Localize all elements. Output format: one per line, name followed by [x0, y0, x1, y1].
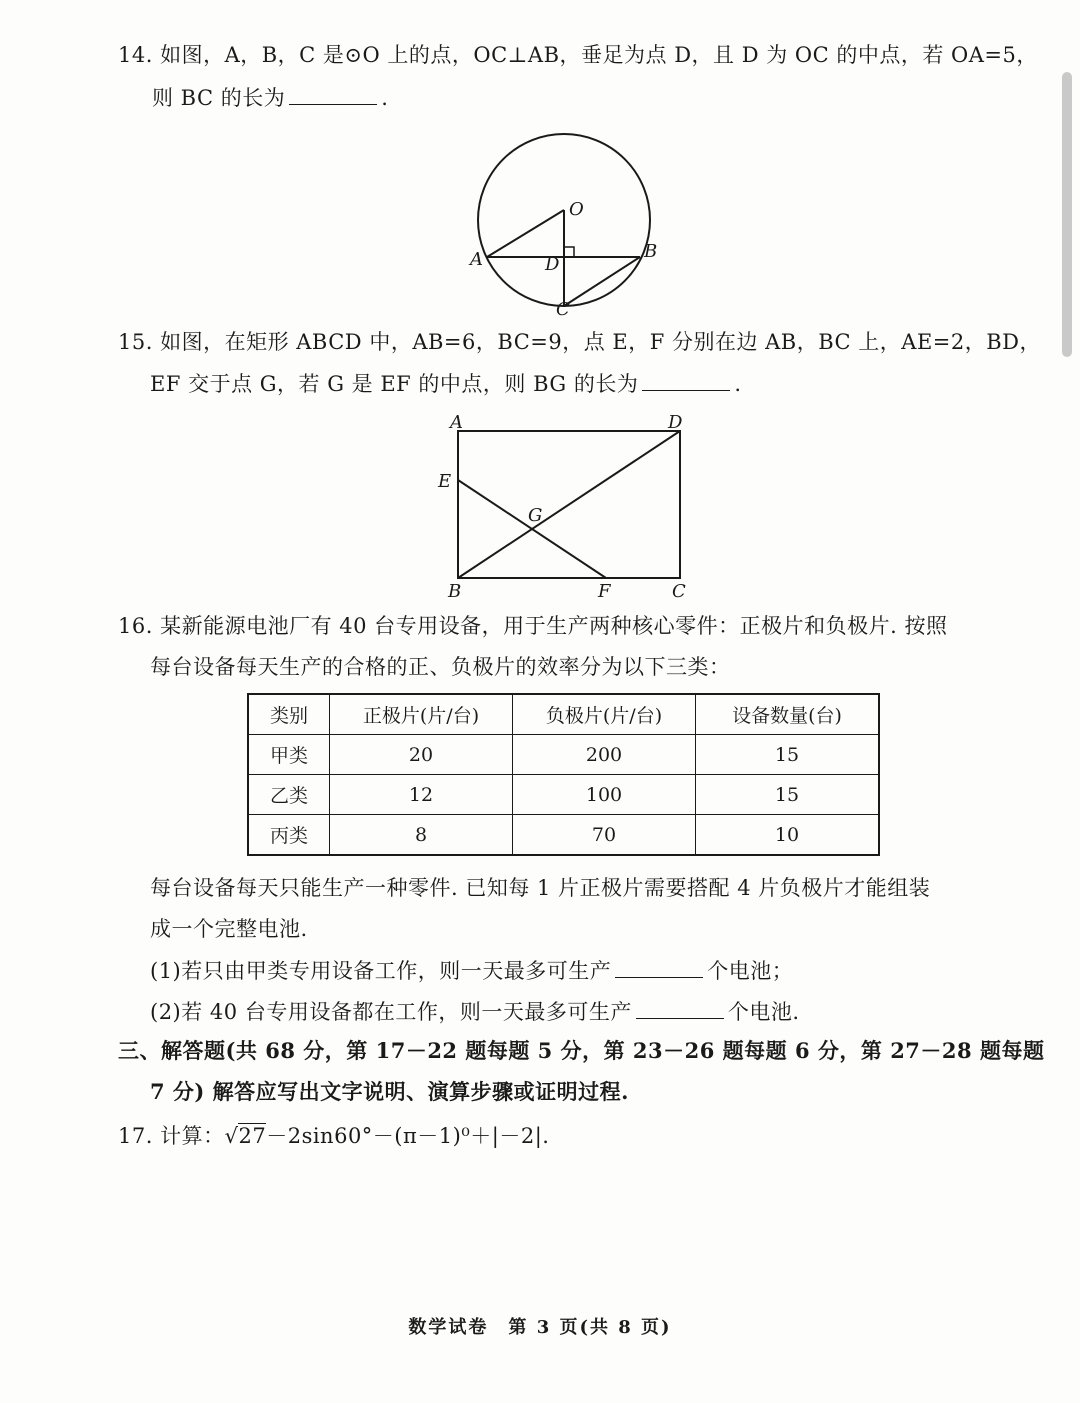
table-cell: 甲类	[248, 735, 330, 775]
label-a: A	[470, 249, 483, 270]
label-g: G	[528, 505, 543, 526]
table-cell: 100	[513, 775, 696, 815]
q17-prefix: 17. 计算：	[118, 1124, 225, 1148]
section3-heading-line1: 三、解答题(共 68 分，第 17－22 题每题 5 分，第 23－26 题每题 6 分，第 27－28 题每题	[118, 1038, 1045, 1063]
table-row	[248, 815, 879, 856]
q16-sub1-answer-blank[interactable]	[615, 955, 703, 978]
sqrt-sign: √	[224, 1124, 239, 1148]
table-row	[248, 735, 879, 775]
page-footer: 数学试卷 第 3 页(共 8 页)	[408, 1317, 672, 1338]
label-b: B	[644, 241, 658, 262]
q16-sub2-answer-blank[interactable]	[636, 996, 724, 1019]
label-d: D	[668, 412, 683, 433]
table-header: 设备数量(台)	[696, 694, 880, 735]
section3-heading-line2: 7 分) 解答应写出文字说明、演算步骤或证明过程.	[150, 1079, 629, 1104]
q15-answer-blank[interactable]	[642, 368, 730, 391]
q16-line2: 每台设备每天生产的合格的正、负极片的效率分为以下三类：	[150, 655, 731, 679]
table-header: 正极片(片/台)	[330, 694, 513, 735]
q16-after-line2: 成一个完整电池.	[150, 917, 308, 941]
q16-sub2	[150, 996, 800, 1027]
label-c: C	[556, 299, 570, 320]
table-cell: 70	[513, 815, 696, 856]
q14-line2	[152, 82, 388, 113]
q16-sub1-suffix: 个电池；	[707, 959, 794, 983]
table-row	[248, 775, 879, 815]
q15-period: .	[734, 372, 742, 396]
label-f: F	[598, 581, 611, 602]
efficiency-table	[247, 693, 880, 856]
table-cell: 乙类	[248, 775, 330, 815]
q15-rectangle-figure	[430, 405, 700, 609]
right-angle-mark	[564, 247, 574, 257]
diagonal-bd	[458, 431, 680, 578]
segment-oa	[487, 210, 564, 257]
table-cell: 15	[696, 775, 880, 815]
table-header-row	[248, 694, 879, 735]
label-e: E	[438, 471, 452, 492]
label-o: O	[569, 199, 584, 220]
table-header: 负极片(片/台)	[513, 694, 696, 735]
q14-circle-figure	[460, 125, 680, 329]
q17-line	[118, 1121, 549, 1151]
table-header: 类别	[248, 694, 330, 735]
q17-radicand: 27	[238, 1124, 267, 1148]
q16-sub2-text: (2)若 40 台专用设备都在工作，则一天最多可生产	[150, 1000, 632, 1024]
q14-answer-blank[interactable]	[289, 82, 377, 105]
scrollbar[interactable]	[1062, 72, 1072, 357]
label-a: A	[450, 412, 463, 433]
q15-line2	[150, 368, 742, 399]
table-cell: 丙类	[248, 815, 330, 856]
q16-sub1	[150, 955, 793, 986]
q16-line1: 16. 某新能源电池厂有 40 台专用设备，用于生产两种核心零件：正极片和负极片. 按照	[118, 614, 948, 638]
table-cell: 200	[513, 735, 696, 775]
q16-after-line1: 每台设备每天只能生产一种零件. 已知每 1 片正极片需要搭配 4 片负极片才能组装	[150, 876, 931, 900]
table-cell: 8	[330, 815, 513, 856]
q14-line1: 14. 如图，A，B，C 是⊙O 上的点，OC⊥AB，垂足为点 D，且 D 为 OC 的中点，若 OA=5，	[118, 43, 1038, 67]
q14-text: 则 BC 的长为	[152, 86, 286, 110]
table-cell: 12	[330, 775, 513, 815]
table-cell: 20	[330, 735, 513, 775]
q14-period: .	[381, 86, 389, 110]
q16-sub1-text: (1)若只由甲类专用设备工作，则一天最多可生产	[150, 959, 612, 983]
label-c: C	[672, 581, 686, 602]
q15-line1: 15. 如图，在矩形 ABCD 中，AB=6，BC=9，点 E，F 分别在边 AB，BC 上，AE=2，BD，	[118, 330, 1042, 354]
q15-text: EF 交于点 G，若 G 是 EF 的中点，则 BG 的长为	[150, 372, 639, 396]
q16-sub2-suffix: 个电池.	[727, 1000, 800, 1024]
table-cell: 15	[696, 735, 880, 775]
segment-bc	[564, 257, 640, 306]
label-d: D	[545, 254, 560, 275]
label-b: B	[448, 581, 462, 602]
q17-expression: －2sin60°－(π－1)⁰＋|－2|.	[266, 1124, 550, 1148]
table-cell: 10	[696, 815, 880, 856]
